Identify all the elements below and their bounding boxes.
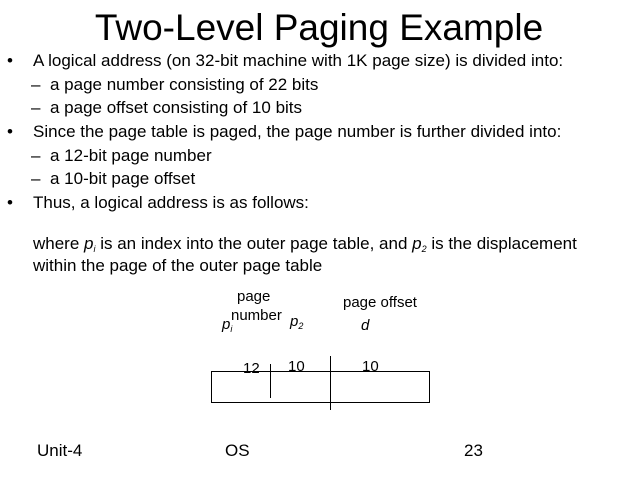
- footer-course: OS: [225, 441, 250, 460]
- sub-bullet-1-2: a page offset consisting of 10 bits: [50, 98, 303, 117]
- bits-d: 10: [362, 358, 379, 375]
- diagram-p2-label: [290, 313, 303, 331]
- p1-symbol: p: [84, 234, 94, 253]
- divider-p1-p2: [270, 364, 271, 398]
- bullet-dot: •: [7, 193, 13, 212]
- bits-p1: 12: [243, 360, 260, 377]
- bullet-item-1: A logical address (on 32-bit machine with 1K page size) is divided into:: [33, 51, 564, 70]
- explanation-line-1: [33, 233, 577, 255]
- explanation-text: is an index into the outer page table, and: [95, 234, 413, 253]
- p1-subscript: i: [93, 244, 96, 254]
- bits-p2: 10: [288, 358, 305, 375]
- p2-subscript: 2: [421, 244, 427, 254]
- label-page-offset: page offset: [343, 294, 417, 311]
- label-page: page: [237, 288, 271, 305]
- diagram-p1-sub: i: [230, 324, 233, 334]
- diagram-p1-label: [222, 316, 232, 334]
- divider-p2-d: [330, 356, 331, 410]
- sub-bullet-2-2: a 10-bit page offset: [50, 169, 196, 188]
- diagram-p2-sub: 2: [298, 321, 304, 331]
- p2-symbol: p: [412, 234, 422, 253]
- dash-marker: –: [31, 98, 41, 117]
- footer-page-number: 23: [464, 441, 483, 460]
- label-number: number: [231, 307, 282, 324]
- dash-marker: –: [31, 75, 41, 94]
- sub-bullet-2-1: a 12-bit page number: [50, 146, 212, 165]
- bullet-item-2: Since the page table is paged, the page number is further divided into:: [33, 122, 562, 141]
- dash-marker: –: [31, 169, 41, 188]
- slide-title: Two-Level Paging Example: [94, 7, 544, 48]
- sub-bullet-1-1: a page number consisting of 22 bits: [50, 75, 319, 94]
- explanation-text: is the displacement: [426, 234, 577, 253]
- explanation-text: where: [33, 234, 85, 253]
- logical-address-box: [211, 371, 430, 403]
- bullet-dot: •: [7, 51, 13, 70]
- diagram-p2-letter: p: [290, 313, 299, 330]
- footer-unit: Unit-4: [37, 441, 83, 460]
- bullet-item-3: Thus, a logical address is as follows:: [33, 193, 309, 212]
- diagram-d-label: d: [361, 317, 370, 334]
- bullet-dot: •: [7, 122, 13, 141]
- diagram-p1-letter: p: [222, 316, 231, 333]
- dash-marker: –: [31, 146, 41, 165]
- explanation-line-2: within the page of the outer page table: [33, 256, 323, 275]
